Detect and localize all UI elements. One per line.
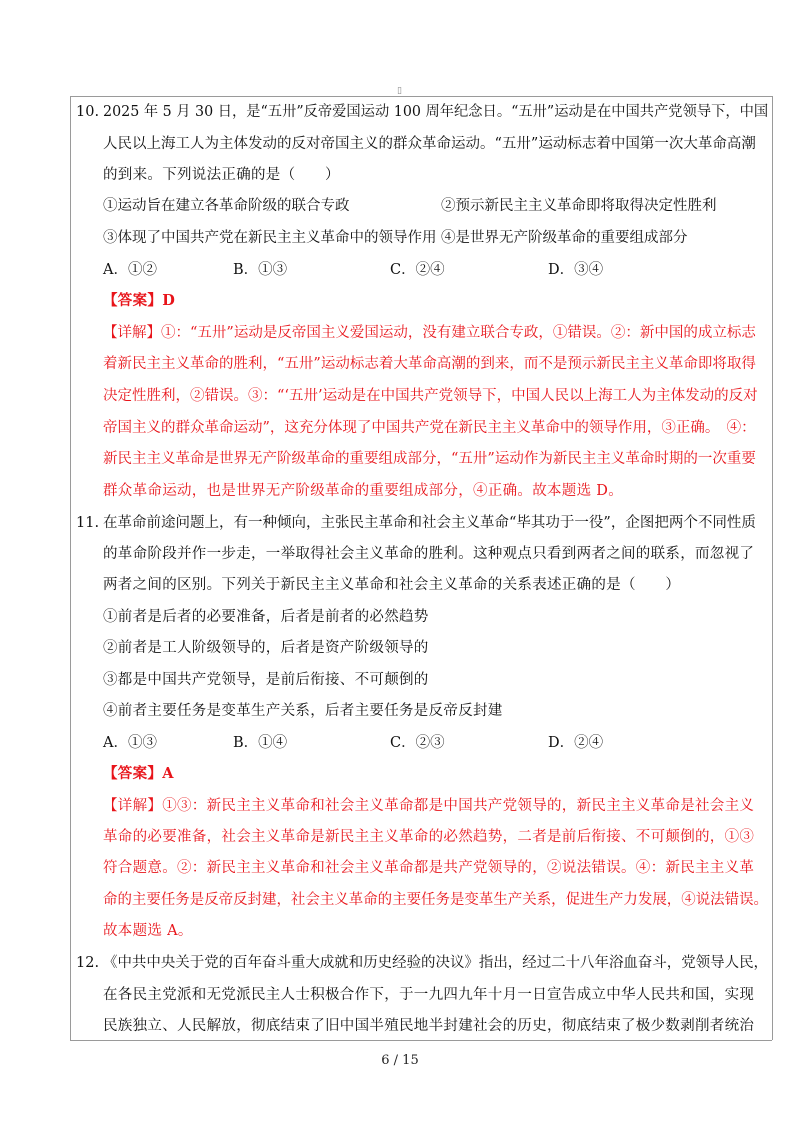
explanation-line: 故本题选 A。 [103, 923, 193, 939]
explanation-line: 着新民主主义革命的胜利，“五卅”运动标志着大革命高潮的到来，而不是预示新民主主义革命即将取得 [103, 356, 756, 372]
question-stem-line: 在各民主党派和无党派民主人士积极合作下，于一九四九年十月一日宣告成立中华人民共和国，实现 [103, 987, 755, 1003]
question-stem-line: 在革命前途问题上，有一种倾向，主张民主革命和社会主义革命“毕其功于一役”，企图把两个不同性质 [103, 515, 756, 531]
explanation-line: 【详解】①③：新民主主义革命和社会主义革命都是中国共产党领导的，新民主主义革命是社会主义 [103, 798, 755, 814]
statement-item: ②预示新民主主义革命即将取得决定性胜利 [441, 198, 717, 214]
answer-label: 【答案】A [103, 765, 174, 782]
statement-item: ③都是中国共产党领导，是前后衔接、不可颠倒的 [103, 672, 429, 688]
explanation-line: 群众革命运动，也是世界无产阶级革命的重要组成部分，④正确。故本题选 D。 [103, 483, 624, 499]
question-number: 10. [76, 104, 100, 120]
statement-item: ③体现了中国共产党在新民主主义革命中的领导作用 [103, 230, 437, 246]
frame-bottom-border [70, 1040, 772, 1041]
explanation-line: 新民主主义革命是世界无产阶级革命的重要组成部分，“五卅”运动作为新民主主义革命时期的一次重要 [103, 451, 756, 467]
question-stem-line: 人民以上海工人为主体发动的反对帝国主义的群众革命运动。“五卅”运动标志着中国第一次大革命高潮 [103, 136, 756, 152]
explanation-line: 符合题意。②：新民主主义革命和社会主义革命都是共产党领导的，②说法错误。④：新民主主义革 [103, 860, 755, 876]
option-d: D．③④ [548, 262, 604, 278]
explanation-line: 【详解】①：“五卅”运动是反帝国主义爱国运动，没有建立联合专政，①错误。②：新中国的成立标志 [103, 325, 756, 341]
question-stem-line: 《中共中央关于党的百年奋斗重大成就和历史经验的决议》指出，经过二十八年浴血奋斗，党领导人民， [103, 955, 768, 971]
explanation-line: 帝国主义的群众革命运动”，这充分体现了中国共产党在新民主主义革命中的领导作用，③正确。 ④： [103, 420, 756, 436]
question-stem-line: 的到来。下列说法正确的是（ ） [103, 167, 340, 183]
option-c: C．②③ [390, 735, 445, 751]
statement-item: ④前者主要任务是变革生产关系，后者主要任务是反帝反封建 [103, 703, 503, 719]
question-number: 12. [76, 955, 100, 971]
answer-label: 【答案】D [103, 292, 176, 309]
explanation-line: 命的主要任务是反帝反封建，社会主义革命的主要任务是变革生产关系，促进生产力发展，④说法错误。 [103, 892, 768, 908]
option-a: A．①③ [103, 735, 157, 751]
statement-item: ②前者是工人阶级领导的，后者是资产阶级领导的 [103, 640, 429, 656]
option-b: B．①④ [233, 735, 288, 751]
option-d: D．②④ [548, 735, 604, 751]
statement-item: ①运动旨在建立各革命阶级的联合专政 [103, 198, 350, 214]
question-stem-line: 两者之间的区别。下列关于新民主主义革命和社会主义革命的关系表述正确的是（ ） [103, 577, 681, 593]
explanation-line: 革命的必要准备，社会主义革命是新民主主义革命的必然趋势，二者是前后衔接、不可颠倒的，①③ [103, 829, 755, 845]
question-stem-line: 民族独立、人民解放，彻底结束了旧中国半殖民地半封建社会的历史，彻底结束了极少数剥削者统治 [103, 1018, 755, 1034]
question-stem-line: 的革命阶段并作一步走，一举取得社会主义革命的胜利。这种观点只看到两者之间的联系，而忽视了 [103, 546, 755, 562]
option-b: B．①③ [233, 262, 288, 278]
explanation-line: 决定性胜利，②错误。③：“‘五卅’运动是在中国共产党领导下，中国人民以上海工人为主体发动的反对 [103, 388, 758, 404]
option-c: C．②④ [390, 262, 445, 278]
question-stem-line: 2025 年 5 月 30 日，是“五卅”反帝爱国运动 100 周年纪念日。“五卅”运动是在中国共产党领导下，中国 [103, 104, 769, 120]
header-mark: ▯ [397, 86, 402, 96]
question-number: 11. [76, 515, 100, 531]
page-number: 6 / 15 [381, 1053, 419, 1068]
statement-item: ①前者是后者的必要准备，后者是前者的必然趋势 [103, 609, 429, 625]
statement-item: ④是世界无产阶级革命的重要组成部分 [441, 230, 688, 246]
option-a: A．①② [103, 262, 157, 278]
